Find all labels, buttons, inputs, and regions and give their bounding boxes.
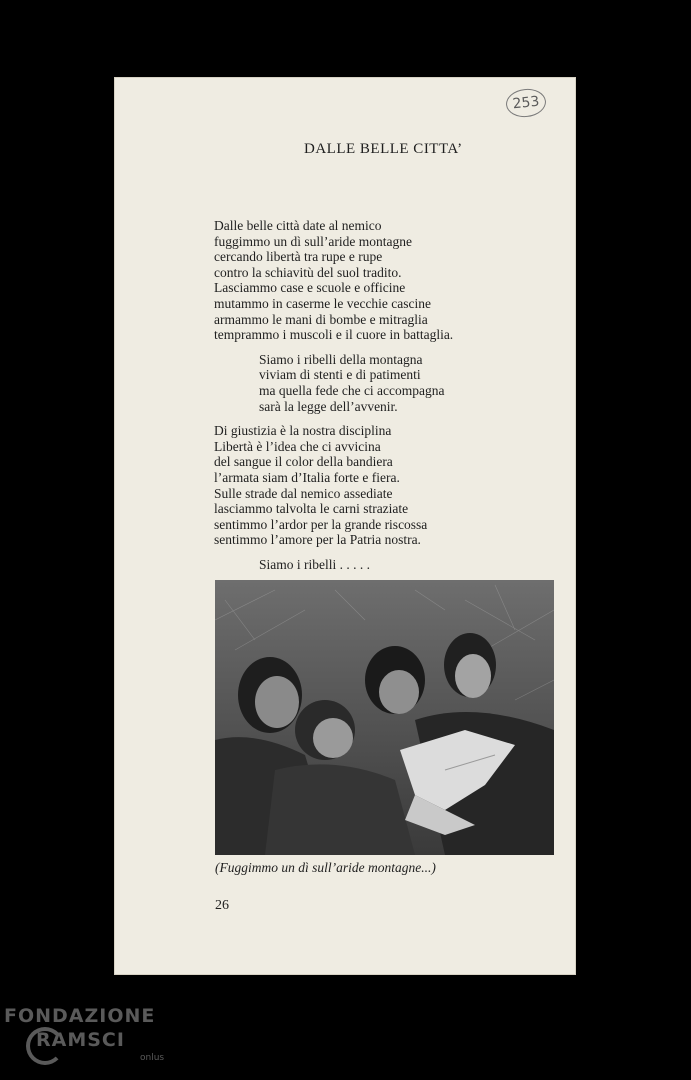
refrain-2 bbox=[259, 557, 554, 573]
poem-line: viviam di stenti e di patimenti bbox=[259, 367, 421, 383]
poem-line: sentimmo l’amore per la Patria nostra. bbox=[214, 532, 421, 548]
poem-line: contro la schiavitù del suol tradito. bbox=[214, 264, 402, 280]
poem-title: DALLE BELLE CITTA’ bbox=[304, 141, 463, 157]
poem-body bbox=[214, 218, 554, 572]
poem-line: Sulle strade dal nemico assediate bbox=[214, 485, 393, 501]
poem-line: ma quella fede che ci accompagna bbox=[259, 382, 445, 398]
poem-line: l’armata siam d’Italia forte e fiera. bbox=[214, 469, 400, 485]
stanza-1 bbox=[214, 218, 554, 343]
fondazione-gramsci-logo bbox=[4, 1005, 174, 1075]
poem-line: Di giustizia è la nostra disciplina bbox=[214, 423, 392, 439]
poem-line: sentimmo l’ardor per la grande riscossa bbox=[214, 516, 428, 532]
handwritten-page-number: 253 bbox=[505, 87, 548, 119]
poem-line: Siamo i ribelli della montagna bbox=[259, 351, 423, 367]
poem-line: temprammo i muscoli e il cuore in battaglia. bbox=[214, 327, 454, 343]
poem-line: cercando libertà tra rupe e rupe bbox=[214, 249, 383, 265]
photo-illustration bbox=[215, 580, 554, 855]
poem-line: Dalle belle città date al nemico bbox=[214, 218, 382, 233]
stanza-2 bbox=[214, 423, 554, 548]
photo-caption: (Fuggimmo un dì sull’aride montagne...) bbox=[215, 860, 436, 875]
partisans-photo bbox=[215, 580, 554, 855]
poem-line: Libertà è l’idea che ci avvicina bbox=[214, 438, 381, 454]
poem-line: Lasciammo case e scuole e officine bbox=[214, 280, 406, 296]
poem-line: fuggimmo un dì sull’aride montagne bbox=[214, 233, 412, 249]
poem-line: lasciammo talvolta le carni straziate bbox=[214, 501, 409, 517]
poem-line: armammo le mani di bombe e mitraglia bbox=[214, 311, 428, 327]
logo-line-1: FONDAZIONE bbox=[4, 1005, 156, 1027]
document-page bbox=[114, 77, 576, 975]
poem-line: Siamo i ribelli . . . . . bbox=[259, 556, 370, 572]
poem-line: sarà la legge dell’avvenir. bbox=[259, 398, 398, 414]
poem-line: mutammo in caserme le vecchie cascine bbox=[214, 295, 432, 311]
poem-line: del sangue il color della bandiera bbox=[214, 454, 393, 470]
logo-line-3: onlus bbox=[140, 1053, 165, 1063]
refrain-1 bbox=[259, 352, 554, 414]
page-number: 26 bbox=[215, 898, 229, 913]
logo-line-2: RAMSCI bbox=[36, 1029, 125, 1051]
